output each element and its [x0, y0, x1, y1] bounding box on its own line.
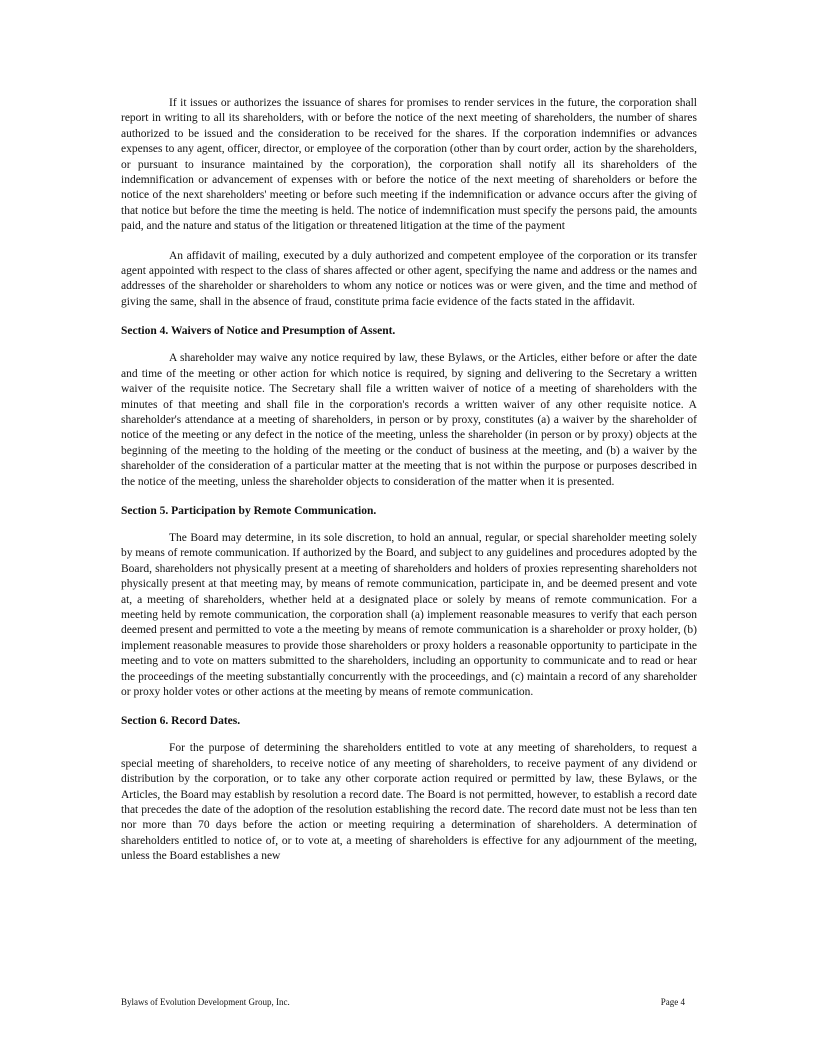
section-4-heading: Section 4. Waivers of Notice and Presumption of Assent. [121, 325, 396, 338]
section-6-heading: Section 6. Record Dates. [121, 715, 241, 728]
page-content [121, 96, 697, 865]
section-4-text: A shareholder may waive any notice required by law, these Bylaws, or the Articles, either before or after the date and time of the meeting or other action for which notice is required, by signing and delivering to the Secretary a written waiver of the requisite notice. The Secretary shall file a written waiver of notice of a meeting of shareholders with the minutes of that meeting and shall file in the corporation's records a written waiver of any other requisite notice. A shareholder's attendance at a meeting of shareholders, in person or by proxy, constitutes (a) a waiver by the shareholder of notice of the meeting or any defect in the notice of the meeting, unless the shareholder (in person or by proxy) objects at the beginning of the meeting to the holding of the meeting or the conduct of business at the meeting, and (b) a waiver by the shareholder of the consideration of a particular matter at the meeting that is not within the purpose or purposes described in the notice of the meeting, unless the shareholder objects to consideration of the matter when it is presented. [121, 352, 697, 488]
paragraph-shares-for-services: If it issues or authorizes the issuance of shares for promises to render services in the future, the corporation shall report in writing to all its shareholders, with or before the notice of the next meeting of shareholders, the number of shares authorized to be issued and the consideration to be received for the shares. If the corporation indemnifies or advances expenses to any agent, officer, director, or employee of the corporation (other than by court order, action by the shareholders, or pursuant to insurance maintained by the corporation), the corporation shall notify all its shareholders of the indemnification or advancement of expenses with or before the notice of the next meeting of shareholders or before the notice of the next shareholders' meeting or before such meeting if the indemnification or advance occurs after the giving of that notice but before the time the meeting is held. The notice of indemnification must specify the persons paid, the amounts paid, and the nature and status of the litigation or threatened litigation at the time of the payment [121, 97, 697, 233]
section-6-text: For the purpose of determining the shareholders entitled to vote at any meeting of shareholders, to request a special meeting of shareholders, to receive notice of any meeting of shareholders, to receive payment of any dividend or distribution by the corporation, or to take any other corporate action required or permitted by law, these Bylaws, or the Articles, the Board may establish by resolution a record date. The Board is not permitted, however, to establish a record date that precedes the date of the adoption of the resolution establishing the record date. The record date must not be less than ten nor more than 70 days before the action or meeting requiring a determination of shareholders. A determination of shareholders entitled to notice of, or to vote at, a meeting of shareholders is effective for any adjournment of the meeting, unless the Board establishes a new [121, 742, 697, 863]
footer-document-title: Bylaws of Evolution Development Group, Inc. [121, 997, 290, 1007]
section-5-text: The Board may determine, in its sole discretion, to hold an annual, regular, or special shareholder meeting solely by means of remote communication. If authorized by the Board, and subject to any guidelines and procedures adopted by the Board, shareholders not physically present at a meeting of shareholders and holders of proxies representing shareholders not physically present at that meeting may, by means of remote communication, participate in, and be deemed present and vote at, a meeting of shareholders, whether held at a designated place or solely by means of remote communication. For a meeting held by remote communication, the corporation shall (a) implement reasonable measures to verify that each person deemed present and permitted to vote a the meeting by means of remote communication is a shareholder or proxy holder, (b) implement reasonable measures to provide those shareholders or proxy holders a reasonable opportunity to participate in the meeting and to vote on matters submitted to the shareholders, including an opportunity to communicate and to read or hear the proceedings of the meeting substantially concurrently with the proceedings, and (c) maintain a record of any shareholder or proxy holder votes or other actions at the meeting by means of remote communication. [121, 531, 697, 698]
section-5-heading: Section 5. Participation by Remote Communication. [121, 504, 377, 517]
page-footer [121, 996, 685, 1008]
paragraph-affidavit-of-mailing: An affidavit of mailing, executed by a duly authorized and competent employee of the corporation or its transfer agent appointed with respect to the class of shares affected or other agent, specifying the name and address or the names and addresses of the shareholder or shareholders to whom any notice or notices was or were given, and the time and method of giving the same, shall in the absence of fraud, constitute prima facie evidence of the facts stated in the affidavit. [121, 249, 697, 308]
footer-page-number: Page 4 [660, 997, 685, 1007]
